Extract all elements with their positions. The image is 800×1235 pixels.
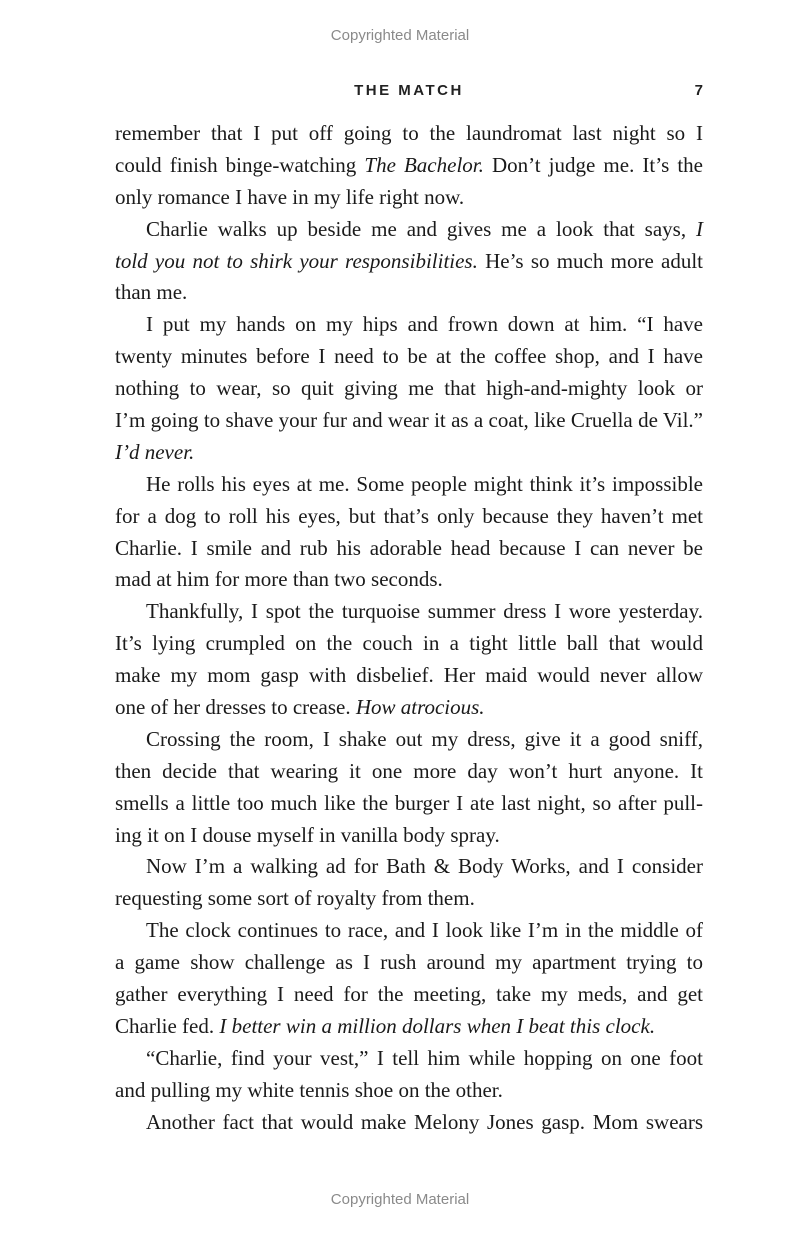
text-run: “Charlie, find your vest,” I tell him while hopping on one foot [146, 1045, 703, 1070]
text-run: for a dog to roll his eyes, but that’s only because they haven’t met [115, 503, 703, 528]
copyright-notice-bottom: Copyrighted Material [330, 1191, 470, 1208]
page-number: 7 [694, 82, 703, 99]
text-run: Crossing the room, I shake out my dress, give it a good sniff, [146, 726, 703, 751]
text-line [115, 947, 703, 979]
copyright-notice-top: Copyrighted Material [330, 27, 470, 44]
text-line [115, 118, 703, 150]
italic-text: told you not to shirk your responsibilities. [115, 248, 478, 273]
text-line [115, 150, 703, 182]
text-run: I put my hands on my hips and frown down at him. “I have [146, 312, 703, 337]
text-line [115, 660, 703, 692]
text-run: Another fact that would make Melony Jones gasp. Mom swears [146, 1109, 703, 1134]
italic-text: The Bachelor. [364, 152, 484, 177]
text-run: Charlie walks up beside me and gives me a look that says, [146, 216, 696, 241]
text-run: remember that I put off going to the laundromat last night so I [115, 121, 703, 145]
italic-text: I better win a million dollars when I beat this clock. [219, 1013, 656, 1038]
text-line [115, 437, 703, 469]
chapter-title: THE MATCH [354, 82, 464, 99]
text-line [115, 851, 703, 883]
text-line [115, 692, 703, 724]
text-line [115, 533, 703, 565]
text-line [115, 405, 703, 437]
text-run: one of her dresses to crease. [115, 695, 356, 720]
text-run: ing it on I douse myself in vanilla body spray. [115, 822, 500, 847]
italic-text: I [696, 216, 703, 241]
text-run: Charlie fed. [115, 1013, 220, 1038]
text-line [115, 915, 703, 947]
text-line [115, 596, 703, 628]
text-run: Thankfully, I spot the turquoise summer dress I wore yesterday. [146, 599, 703, 624]
text-run: He’s so much more adult [477, 248, 703, 273]
text-line [115, 1075, 703, 1107]
text-run: Don’t judge me. It’s the [483, 152, 703, 177]
text-line [115, 309, 703, 341]
text-run: nothing to wear, so quit giving me that high-and-mighty look or [115, 376, 703, 401]
text-line [115, 341, 703, 373]
text-line [115, 1107, 703, 1139]
text-line [115, 820, 703, 852]
text-line [115, 214, 703, 246]
text-run: I’m going to shave your fur and wear it as a coat, like Cruella de Vil.” [115, 408, 703, 433]
text-line [115, 469, 703, 501]
text-line [115, 501, 703, 533]
text-line [115, 628, 703, 660]
text-line [115, 979, 703, 1011]
text-line [115, 883, 703, 915]
text-line [115, 277, 703, 309]
text-run: a game show challenge as I rush around my apartment trying to [115, 950, 703, 975]
text-line [115, 724, 703, 756]
text-run: than me. [115, 280, 188, 305]
text-run: and pulling my white tennis shoe on the other. [115, 1077, 503, 1102]
italic-text: I’d never. [115, 439, 195, 464]
text-run: only romance I have in my life right now. [115, 184, 465, 209]
text-run: He rolls his eyes at me. Some people might think it’s impossible [146, 471, 703, 496]
text-run: twenty minutes before I need to be at the coffee shop, and I have [115, 344, 703, 369]
text-run: requesting some sort of royalty from them. [115, 886, 475, 911]
text-line [115, 788, 703, 820]
text-line [115, 246, 703, 278]
text-line [115, 564, 703, 596]
italic-text: How atrocious. [355, 695, 485, 720]
text-run: gather everything I need for the meeting, take my meds, and get [115, 982, 703, 1007]
text-run: Charlie. I smile and rub his adorable head because I can never be [115, 535, 703, 560]
text-run: smells a little too much like the burger I ate last night, so after pull- [115, 790, 703, 815]
text-run: make my mom gasp with disbelief. Her maid would never allow [115, 663, 703, 688]
text-run: could finish binge-watching [115, 152, 365, 177]
text-run: Now I’m a walking ad for Bath & Body Works, and I consider [146, 854, 703, 879]
text-line [115, 1011, 703, 1043]
running-head [115, 80, 703, 102]
text-run: It’s lying crumpled on the couch in a tight little ball that would [115, 631, 703, 656]
body-text [115, 118, 703, 1139]
text-line [115, 373, 703, 405]
text-run: The clock continues to race, and I look like I’m in the middle of [146, 918, 703, 943]
text-line [115, 756, 703, 788]
text-line [115, 182, 703, 214]
text-line [115, 1043, 703, 1075]
text-run: mad at him for more than two seconds. [115, 567, 443, 592]
text-run: then decide that wearing it one more day won’t hurt anyone. It [115, 758, 703, 783]
